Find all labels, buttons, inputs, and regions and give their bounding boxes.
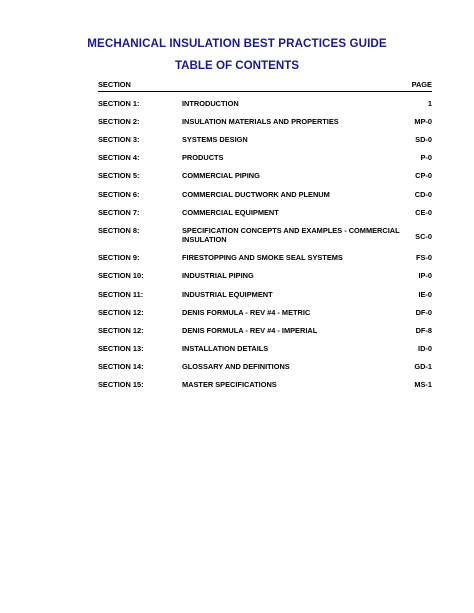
toc-section-title: PRODUCTS: [182, 153, 224, 162]
toc-section-title: INDUSTRIAL PIPING: [182, 271, 254, 280]
toc-section-number: SECTION 15:: [98, 380, 144, 389]
toc-section-number: SECTION 12:: [98, 308, 144, 317]
toc-section-title: SYSTEMS DESIGN: [182, 135, 248, 144]
toc-section-number: SECTION 9:: [98, 253, 140, 262]
toc-section-number: SECTION 10:: [98, 271, 144, 280]
toc-section-title: MASTER SPECIFICATIONS: [182, 380, 277, 389]
toc-section-number: SECTION 8:: [98, 226, 140, 235]
toc-section-title: INSTALLATION DETAILS: [182, 344, 269, 353]
toc-section-number: SECTION 1:: [98, 99, 140, 108]
toc-section-title: INDUSTRIAL EQUIPMENT: [182, 290, 273, 299]
toc-section-number: SECTION 5:: [98, 171, 140, 180]
toc-section-number: SECTION 6:: [98, 190, 140, 199]
toc-page-number: DF-0: [415, 308, 432, 317]
document-subtitle: TABLE OF CONTENTS: [174, 59, 300, 72]
toc-page-number: 1: [427, 99, 432, 108]
toc-section-title: GLOSSARY AND DEFINITIONS: [182, 362, 290, 371]
toc-section-number: SECTION 12:: [98, 326, 144, 335]
toc-header-page: PAGE: [411, 80, 432, 89]
toc-section-title: SPECIFICATION CONCEPTS AND EXAMPLES - COMMERCIAL INSULATION: [182, 226, 400, 244]
toc-page-number: IE-0: [418, 290, 432, 299]
document-title: MECHANICAL INSULATION BEST PRACTICES GUIDE: [87, 37, 387, 50]
toc-section-title: COMMERCIAL DUCTWORK AND PLENUM: [182, 190, 330, 199]
toc-section-title: COMMERCIAL EQUIPMENT: [182, 208, 279, 217]
toc-section-title: DENIS FORMULA - REV #4 - IMPERIAL: [182, 326, 318, 335]
toc-section-number: SECTION 3:: [98, 135, 140, 144]
toc-section-number: SECTION 13:: [98, 344, 144, 353]
toc-section-title: COMMERCIAL PIPING: [182, 171, 260, 180]
toc-header-section: SECTION: [98, 80, 131, 89]
toc-section-title: FIRESTOPPING AND SMOKE SEAL SYSTEMS: [182, 253, 343, 262]
toc-page-number: P-0: [420, 153, 432, 162]
toc-section-title: INSULATION MATERIALS AND PROPERTIES: [182, 117, 339, 126]
toc-page-number: SD-0: [415, 135, 432, 144]
toc-page-number: FS-0: [415, 253, 432, 262]
toc-page-number: CE-0: [415, 208, 432, 217]
toc-section-number: SECTION 4:: [98, 153, 140, 162]
toc-page-number: SC-0: [415, 232, 432, 241]
toc-section-number: SECTION 14:: [98, 362, 144, 371]
toc-page-number: MS-1: [414, 380, 432, 389]
toc-section-title: INTRODUCTION: [182, 99, 239, 108]
header-divider: [98, 91, 432, 92]
toc-page-number: GD-1: [414, 362, 432, 371]
toc-page-number: CP-0: [415, 171, 432, 180]
toc-section-number: SECTION 11:: [98, 290, 144, 299]
toc-page-number: CD-0: [414, 190, 432, 199]
toc-page-number: MP-0: [414, 117, 432, 126]
toc-section-title: DENIS FORMULA - REV #4 - METRIC: [182, 308, 311, 317]
toc-page-number: DF-8: [415, 326, 432, 335]
toc-section-number: SECTION 7:: [98, 208, 140, 217]
toc-page-number: IP-0: [418, 271, 432, 280]
toc-page-number: ID-0: [418, 344, 432, 353]
toc-section-number: SECTION 2:: [98, 117, 140, 126]
